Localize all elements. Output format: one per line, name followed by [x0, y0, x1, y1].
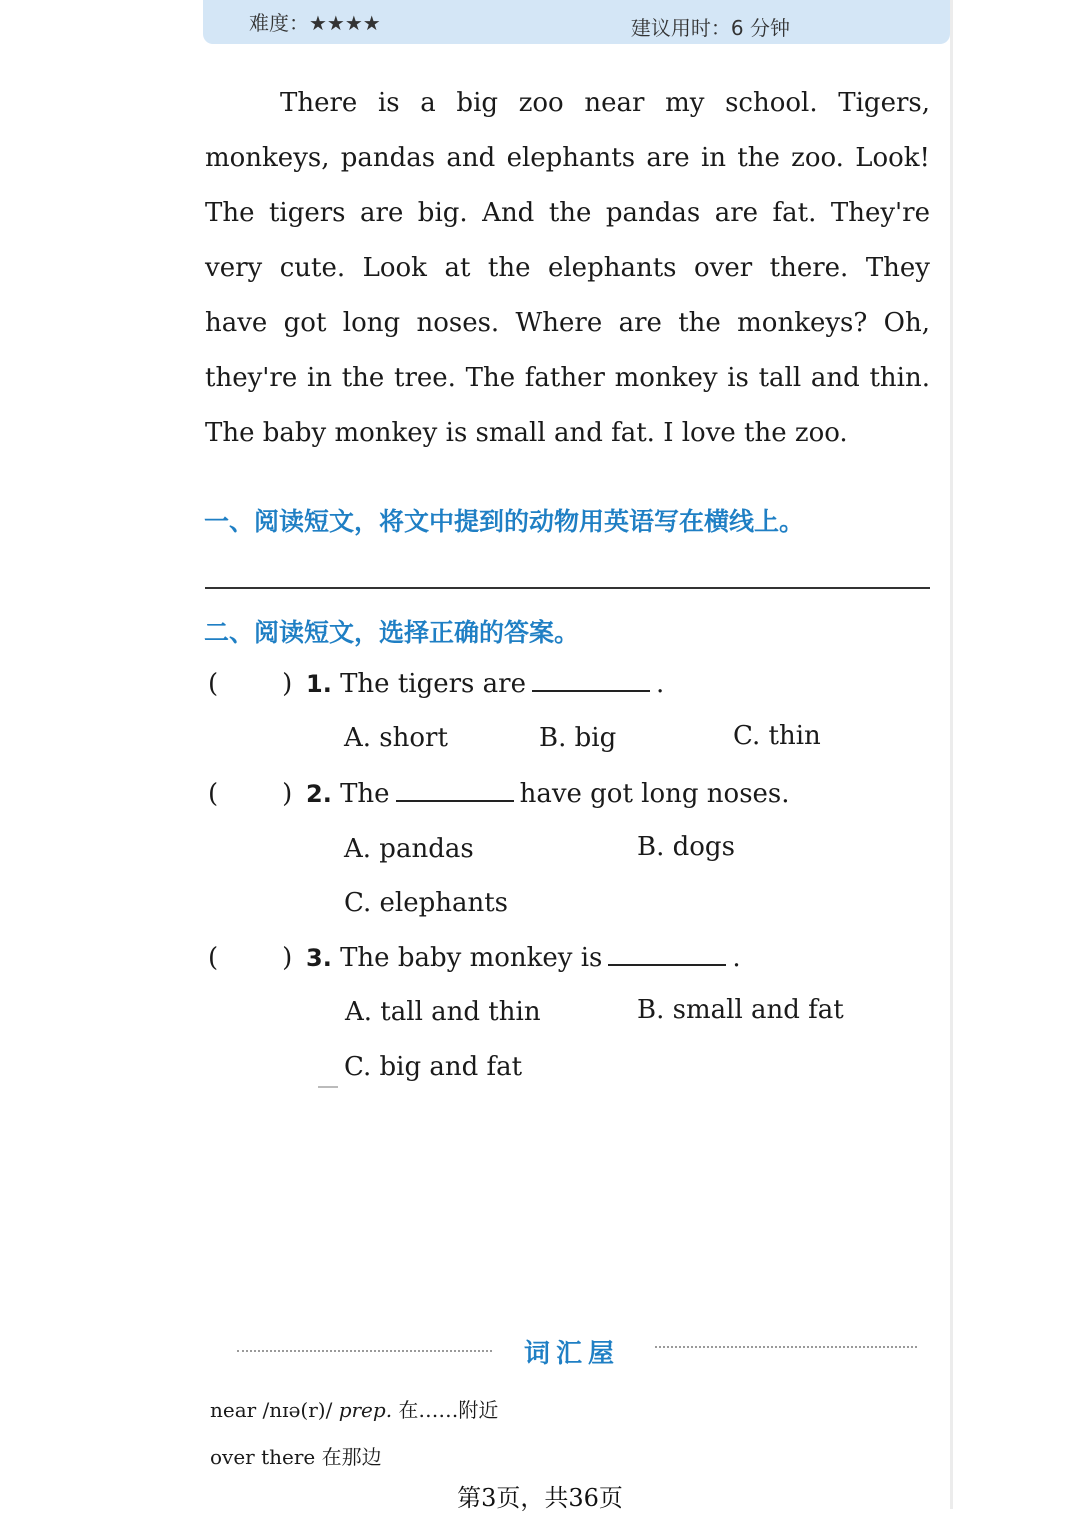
question-2 [208, 778, 790, 809]
passage-line: monkeys, pandas and elephants are in the zoo. Look! [205, 143, 930, 173]
question-text: The baby monkey is [340, 943, 603, 973]
option-a[interactable]: A. short [344, 723, 448, 753]
option-b[interactable]: B. small and fat [637, 995, 844, 1025]
answer-blank[interactable] [396, 778, 514, 802]
suggested-time-label: 建议用时：6 分钟 [630, 16, 790, 40]
vocab-meaning: 在那边 [321, 1445, 382, 1469]
section-1-title: 一、阅读短文，将文中提到的动物用英语写在横线上。 [204, 507, 805, 536]
passage-line: There is a big zoo near my school. Tigers, [280, 88, 930, 118]
vocab-item [210, 1394, 498, 1423]
passage-line: very cute. Look at the elephants over there. They [205, 253, 930, 283]
passage-line: they're in the tree. The father monkey is tall and thin. [205, 363, 930, 393]
question-text-after: . [732, 943, 741, 973]
passage-line: have got long noses. Where are the monkeys? Oh, [205, 308, 930, 338]
passage-line: The tigers are big. And the pandas are fat. They're [205, 198, 930, 228]
answer-paren[interactable]: ( ) [208, 943, 293, 973]
stray-mark [318, 1086, 338, 1088]
vocab-word: near /nɪə(r)/ [210, 1398, 333, 1422]
option-c[interactable]: C. big and fat [344, 1052, 523, 1082]
option-a[interactable]: A. pandas [344, 834, 474, 864]
page-edge [950, 0, 953, 1509]
question-number: 1. [306, 670, 332, 698]
vocab-meaning: 在……附近 [398, 1398, 499, 1422]
question-text: The tigers are [340, 669, 526, 699]
section-2-title: 二、阅读短文，选择正确的答案。 [204, 618, 580, 647]
passage-line: The baby monkey is small and fat. I love the zoo. [205, 418, 848, 448]
vocab-pos: prep. [338, 1398, 393, 1422]
answer-blank[interactable] [608, 942, 726, 966]
option-c[interactable]: C. thin [733, 721, 821, 751]
answer-paren[interactable]: ( ) [208, 669, 293, 699]
option-b[interactable]: B. big [539, 723, 617, 753]
answer-blank[interactable] [532, 668, 650, 692]
header-bar [203, 0, 950, 44]
dotted-divider-right [655, 1346, 917, 1348]
question-1 [208, 668, 664, 699]
page-number: 第3页，共36页 [457, 1484, 623, 1512]
vocab-title: 词汇屋 [524, 1339, 621, 1369]
question-number: 2. [306, 780, 332, 808]
vocab-item [210, 1441, 382, 1470]
answer-paren[interactable]: ( ) [208, 779, 293, 809]
answer-writing-line[interactable] [205, 587, 930, 589]
difficulty-label: 难度：★★★★ [249, 11, 381, 35]
vocab-word: over there [210, 1445, 316, 1469]
question-number: 3. [306, 944, 332, 972]
option-c[interactable]: C. elephants [344, 888, 509, 918]
question-text: The [340, 779, 390, 809]
option-b[interactable]: B. dogs [637, 832, 735, 862]
question-3 [208, 942, 741, 973]
reading-passage [205, 78, 930, 463]
question-text-after: . [655, 669, 665, 699]
option-a[interactable]: A. tall and thin [345, 997, 541, 1027]
dotted-divider-left [237, 1350, 492, 1352]
question-text-after: have got long noses. [519, 779, 790, 809]
